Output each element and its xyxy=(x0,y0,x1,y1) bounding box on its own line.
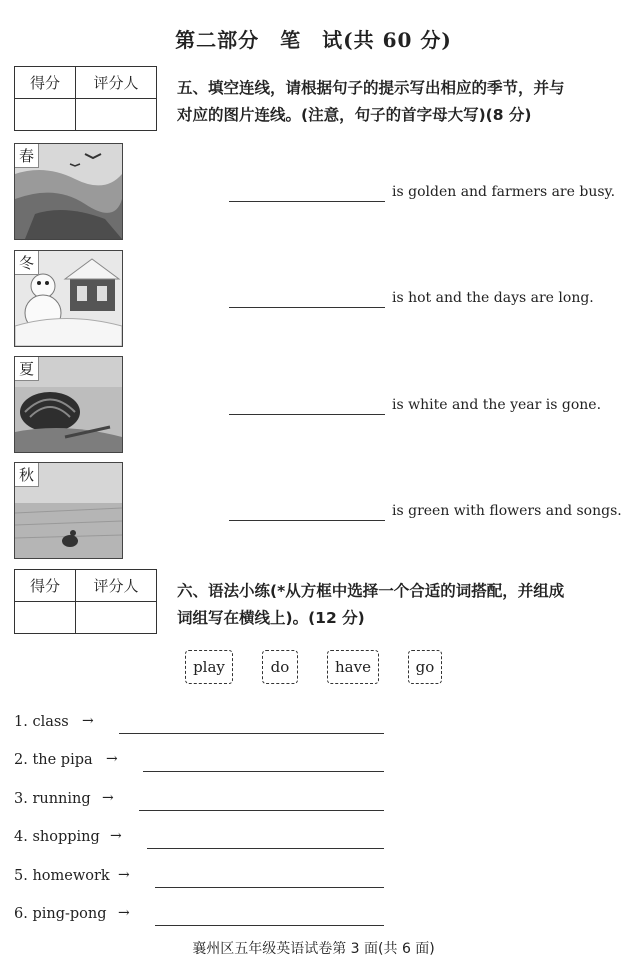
phrase-blank-5[interactable] xyxy=(155,887,384,888)
season-blank-2[interactable] xyxy=(229,307,385,308)
season-blank-4[interactable] xyxy=(229,520,385,521)
score-cell[interactable] xyxy=(15,99,76,131)
autumn-picture[interactable] xyxy=(14,462,123,559)
arrow-icon: → xyxy=(118,867,130,883)
score-header: 得分 xyxy=(15,67,76,99)
arrow-icon: → xyxy=(110,828,122,844)
word-box-play: play xyxy=(185,650,233,684)
grader-header: 评分人 xyxy=(76,570,157,602)
phrase-blank-1[interactable] xyxy=(119,733,384,734)
word-box-have: have xyxy=(327,650,379,684)
season-sentence-2: is hot and the days are long. xyxy=(392,290,594,306)
season-sentence-4: is green with flowers and songs. xyxy=(392,503,622,519)
season-blank-3[interactable] xyxy=(229,414,385,415)
section5-instruction xyxy=(177,75,565,129)
arrow-icon: → xyxy=(106,751,118,767)
arrow-icon: → xyxy=(82,713,94,729)
phrase-blank-6[interactable] xyxy=(155,925,384,926)
section6-instruction-line1: 六、语法小练(*从方框中选择一个合适的词搭配，并组成 xyxy=(177,582,565,600)
season-label-autumn: 秋 xyxy=(15,463,39,487)
phrase-blank-3[interactable] xyxy=(139,810,384,811)
score-table-2 xyxy=(14,569,157,634)
summer-picture[interactable] xyxy=(14,356,123,453)
season-label-summer: 夏 xyxy=(15,357,39,381)
winter-picture[interactable] xyxy=(14,250,123,347)
phrase-item-5: 5. homework xyxy=(14,868,110,884)
phrase-item-3: 3. running xyxy=(14,791,91,807)
arrow-icon: → xyxy=(102,790,114,806)
phrase-blank-4[interactable] xyxy=(147,848,384,849)
season-blank-1[interactable] xyxy=(229,201,385,202)
score-cell[interactable] xyxy=(15,602,76,634)
section6-instruction-line2: 词组写在横线上)。(12 分) xyxy=(177,609,365,627)
season-sentence-1: is golden and farmers are busy. xyxy=(392,184,616,200)
grader-cell[interactable] xyxy=(76,602,157,634)
spring-picture[interactable] xyxy=(14,143,123,240)
phrase-item-4: 4. shopping xyxy=(14,829,100,845)
phrase-item-1: 1. class xyxy=(14,714,69,730)
phrase-item-6: 6. ping-pong xyxy=(14,906,107,922)
grader-cell[interactable] xyxy=(76,99,157,131)
score-table-1 xyxy=(14,66,157,131)
score-header: 得分 xyxy=(15,570,76,602)
page-title: 第二部分 笔 试(共 60 分) xyxy=(175,28,452,52)
phrase-item-2: 2. the pipa xyxy=(14,752,93,768)
page-footer: 襄州区五年级英语试卷第 3 面(共 6 面) xyxy=(192,941,435,957)
grader-header: 评分人 xyxy=(76,67,157,99)
section6-instruction xyxy=(177,578,564,632)
season-label-spring: 春 xyxy=(15,144,39,168)
section5-instruction-line2: 对应的图片连线。(注意，句子的首字母大写)(8 分) xyxy=(177,106,532,124)
arrow-icon: → xyxy=(118,905,130,921)
season-sentence-3: is white and the year is gone. xyxy=(392,397,602,413)
season-label-winter: 冬 xyxy=(15,251,39,275)
word-box-go: go xyxy=(408,650,442,684)
section5-instruction-line1: 五、填空连线，请根据句子的提示写出相应的季节，并与 xyxy=(177,79,565,97)
word-box-do: do xyxy=(262,650,298,684)
phrase-blank-2[interactable] xyxy=(143,771,384,772)
